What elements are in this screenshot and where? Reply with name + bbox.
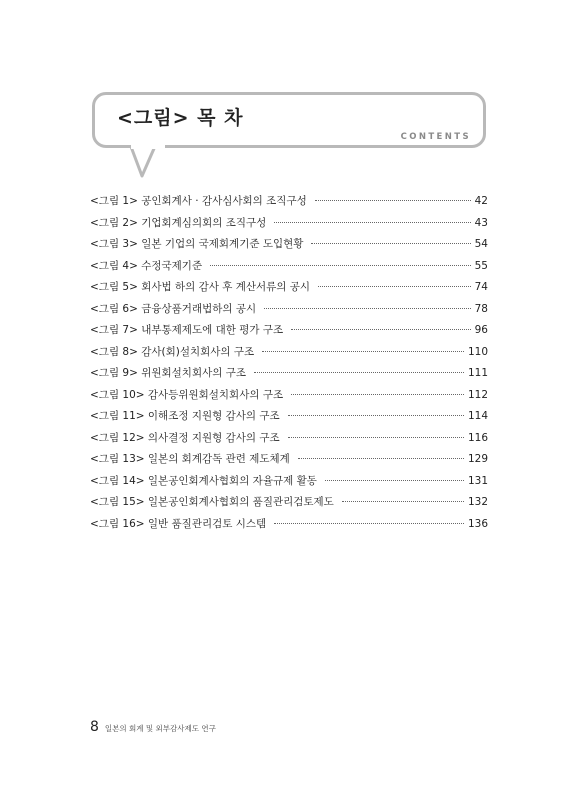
- toc-entry-label: <그림 15> 일본공인회계사협회의 품질관리검토제도: [90, 496, 334, 508]
- toc-entry[interactable]: [90, 516, 488, 538]
- title-speech-bubble: [92, 92, 486, 148]
- toc-entry-page: 114: [467, 410, 488, 422]
- toc-entry-label: <그림 10> 감사등위원회설치회사의 구조: [90, 388, 284, 401]
- toc-entry[interactable]: [90, 344, 488, 366]
- toc-entry-label: <그림 9> 위원회설치회사의 구조: [90, 367, 247, 379]
- toc-entry-page: 74: [474, 281, 488, 293]
- dot-leader: [342, 501, 464, 502]
- toc-entry-label: <그림 5> 회사법 하의 감사 후 계산서류의 공시: [90, 281, 311, 293]
- toc-entry-label: <그림 13> 일본의 회계감독 관련 제도체계: [90, 453, 290, 465]
- toc-entry-page: 78: [474, 302, 488, 315]
- toc-entry-page: 131: [467, 474, 488, 487]
- toc-entry[interactable]: [90, 451, 488, 473]
- toc-entry-label: <그림 3> 일본 기업의 국제회계기준 도입현황: [90, 238, 304, 250]
- dot-leader: [291, 329, 471, 330]
- toc-entry-label: <그림 1> 공인회계사 · 감사심사회의 조직구성: [90, 195, 307, 207]
- page-title: <그림> 목 차: [117, 107, 244, 129]
- toc-entry-label: <그림 14> 일본공인회계사협회의 자율규제 활동: [90, 474, 317, 487]
- figure-list: [90, 193, 488, 537]
- dot-leader: [318, 286, 471, 287]
- dot-leader: [210, 265, 471, 266]
- toc-entry[interactable]: [90, 494, 488, 516]
- toc-entry[interactable]: [90, 215, 488, 237]
- toc-entry-label: <그림 6> 금융상품거래법하의 공시: [90, 302, 257, 315]
- toc-entry-page: 54: [474, 238, 488, 250]
- toc-entry-label: <그림 7> 내부통제제도에 대한 평가 구조: [90, 324, 284, 336]
- toc-entry-label: <그림 2> 기업회계심의회의 조직구성: [90, 216, 267, 229]
- dot-leader: [264, 308, 470, 309]
- toc-entry-page: 112: [467, 388, 488, 401]
- dot-leader: [291, 394, 464, 395]
- toc-entry[interactable]: [90, 301, 488, 323]
- toc-entry[interactable]: [90, 193, 488, 215]
- toc-entry-page: 42: [474, 195, 488, 207]
- toc-entry[interactable]: [90, 473, 488, 495]
- dot-leader: [325, 480, 464, 481]
- dot-leader: [315, 200, 471, 201]
- footer-page-number: 8: [90, 719, 99, 735]
- toc-entry-page: 43: [474, 216, 488, 229]
- toc-entry[interactable]: [90, 430, 488, 452]
- page-footer: [90, 719, 216, 735]
- toc-entry-page: 110: [467, 345, 488, 358]
- dot-leader: [311, 243, 470, 244]
- toc-entry-page: 132: [467, 496, 488, 508]
- dot-leader: [288, 437, 464, 438]
- toc-entry[interactable]: [90, 387, 488, 409]
- footer-book-title: 일본의 회계 및 외부감사제도 연구: [104, 724, 216, 733]
- toc-entry[interactable]: [90, 279, 488, 301]
- toc-entry[interactable]: [90, 236, 488, 258]
- toc-entry-label: <그림 16> 일반 품질관리검토 시스템: [90, 517, 267, 530]
- dot-leader: [288, 415, 464, 416]
- toc-entry-label: <그림 11> 이해조정 지원형 감사의 구조: [90, 410, 280, 422]
- dot-leader: [262, 351, 464, 352]
- toc-entry-label: <그림 8> 감사(회)설치회사의 구조: [90, 345, 255, 358]
- dot-leader: [274, 222, 470, 223]
- dot-leader: [254, 372, 464, 373]
- dot-leader: [298, 458, 464, 459]
- dot-leader: [274, 523, 464, 524]
- toc-entry-page: 129: [467, 453, 488, 465]
- toc-entry-label: <그림 4> 수정국제기준: [90, 259, 203, 272]
- toc-entry-page: 96: [474, 324, 488, 336]
- toc-entry[interactable]: [90, 258, 488, 280]
- toc-entry-page: 55: [474, 259, 488, 272]
- toc-entry-page: 136: [467, 517, 488, 530]
- toc-entry[interactable]: [90, 322, 488, 344]
- toc-entry[interactable]: [90, 365, 488, 387]
- toc-entry-page: 116: [467, 431, 488, 444]
- toc-entry[interactable]: [90, 408, 488, 430]
- tail-joint-cover: [131, 143, 165, 149]
- toc-entry-page: 111: [467, 367, 488, 379]
- toc-entry-label: <그림 12> 의사결정 지원형 감사의 구조: [90, 431, 280, 444]
- speech-bubble-tail: [128, 144, 168, 178]
- page-subtitle: CONTENTS: [400, 132, 471, 142]
